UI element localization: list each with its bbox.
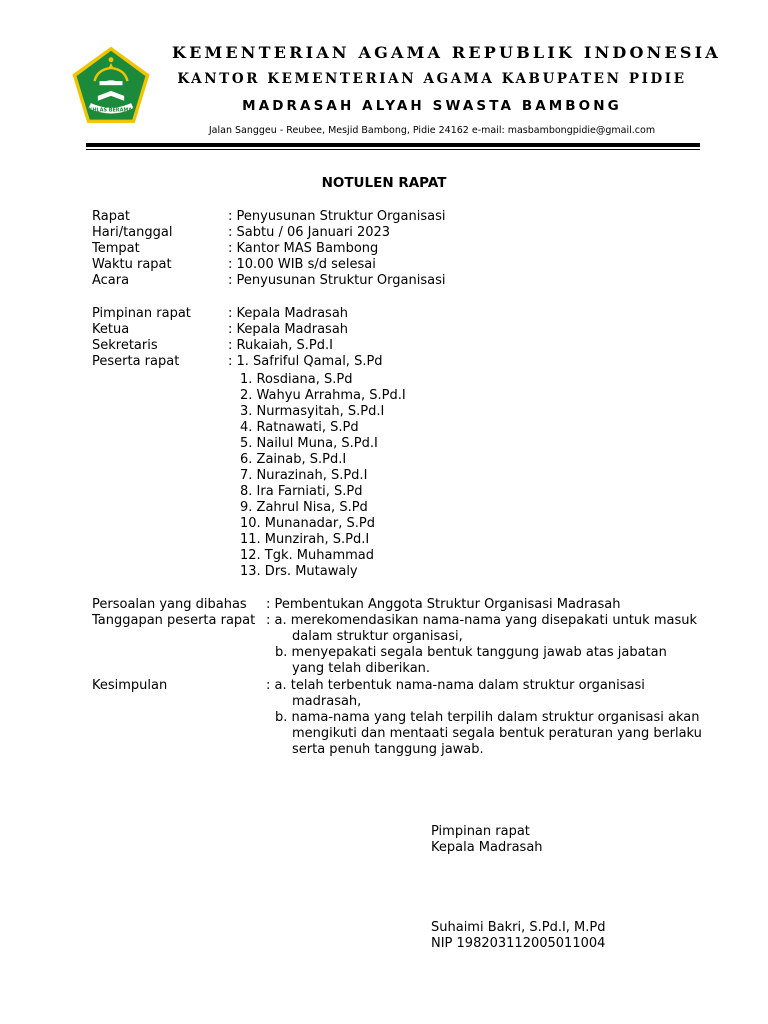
participant-item: 9. Zahrul Nisa, S.Pd <box>240 500 368 515</box>
official-label: Peserta rapat <box>92 354 180 369</box>
conclusion-label: Kesimpulan <box>92 678 168 693</box>
participant-item: 3. Nurmasyitah, S.Pd.I <box>240 404 385 419</box>
conclusion-item: : a. telah terbentuk nama-nama dalam struktur organisasi <box>266 678 645 693</box>
participant-item: 5. Nailul Muna, S.Pd.I <box>240 436 378 451</box>
info-label: Tempat <box>92 241 140 256</box>
topic-value: : Pembentukan Anggota Struktur Organisasi Madrasah <box>266 597 621 612</box>
ministry-name: KEMENTERIAN AGAMA REPUBLIK INDONESIA <box>172 43 721 62</box>
topic-label: Persoalan yang dibahas <box>92 597 247 612</box>
participant-item: 13. Drs. Mutawaly <box>240 564 358 579</box>
logo-motto: IKHLAS BERAMAL <box>86 107 136 114</box>
info-value: : Sabtu / 06 Januari 2023 <box>228 225 391 240</box>
school-name: MADRASAH ALYAH SWASTA BAMBONG <box>242 98 622 114</box>
response-item: b. menyepakati segala bentuk tanggung jawab atas jabatan <box>275 645 667 660</box>
info-value: : Penyusunan Struktur Organisasi <box>228 209 446 224</box>
document-title: NOTULEN RAPAT <box>321 175 447 191</box>
info-label: Acara <box>92 273 130 288</box>
participant-item: 8. Ira Farniati, S.Pd <box>240 484 363 499</box>
info-label: Hari/tanggal <box>92 225 173 240</box>
official-label: Sekretaris <box>92 338 158 353</box>
participant-item: 12. Tgk. Muhammad <box>240 548 374 563</box>
conclusion-item: madrasah, <box>292 694 362 709</box>
signatory-name: Suhaimi Bakri, S.Pd.I, M.Pd <box>431 920 606 935</box>
office-name: KANTOR KEMENTERIAN AGAMA KABUPATEN PIDIE <box>177 71 687 87</box>
participant-item: 6. Zainab, S.Pd.I <box>240 452 347 467</box>
info-value: : Penyusunan Struktur Organisasi <box>228 273 446 288</box>
info-label: Rapat <box>92 209 131 224</box>
ministry-logo <box>70 45 152 127</box>
response-item: : a. merekomendasikan nama-nama yang disepakati untuk masuk <box>266 613 698 628</box>
address-line: Jalan Sanggeu - Reubee, Mesjid Bambong, Pidie 24162 e-mail: masbambongpidie@gmail.com <box>208 125 656 136</box>
official-value: : Rukaiah, S.Pd.I <box>228 338 333 353</box>
official-value: : Kepala Madrasah <box>228 306 349 321</box>
signature-position: Kepala Madrasah <box>431 840 543 855</box>
participant-item: 7. Nurazinah, S.Pd.I <box>240 468 368 483</box>
letterhead-divider-thin <box>86 149 700 150</box>
participant-item: 2. Wahyu Arrahma, S.Pd.I <box>240 388 406 403</box>
participant-item: 11. Munzirah, S.Pd.I <box>240 532 370 547</box>
conclusion-item: b. nama-nama yang telah terpilih dalam struktur organisasi akan <box>275 710 700 725</box>
participant-item: 4. Ratnawati, S.Pd <box>240 420 359 435</box>
participant-item: 1. Rosdiana, S.Pd <box>240 372 353 387</box>
official-value: : Kepala Madrasah <box>228 322 349 337</box>
response-item: yang telah diberikan. <box>292 661 431 676</box>
official-label: Pimpinan rapat <box>92 306 191 321</box>
participant-item: 10. Munanadar, S.Pd <box>240 516 375 531</box>
info-value: : Kantor MAS Bambong <box>228 241 379 256</box>
response-item: dalam struktur organisasi, <box>292 629 463 644</box>
info-value: : 10.00 WIB s/d selesai <box>228 257 376 272</box>
official-value: : 1. Safriful Qamal, S.Pd <box>228 354 383 369</box>
letterhead-divider <box>86 143 700 147</box>
response-label: Tanggapan peserta rapat <box>92 613 256 628</box>
signatory-nip: NIP 198203112005011004 <box>431 936 606 951</box>
info-label: Waktu rapat <box>92 257 172 272</box>
signature-role: Pimpinan rapat <box>431 824 530 839</box>
conclusion-item: mengikuti dan mentaati segala bentuk peraturan yang berlaku <box>292 726 702 741</box>
official-label: Ketua <box>92 322 130 337</box>
conclusion-item: serta penuh tanggung jawab. <box>292 742 484 757</box>
